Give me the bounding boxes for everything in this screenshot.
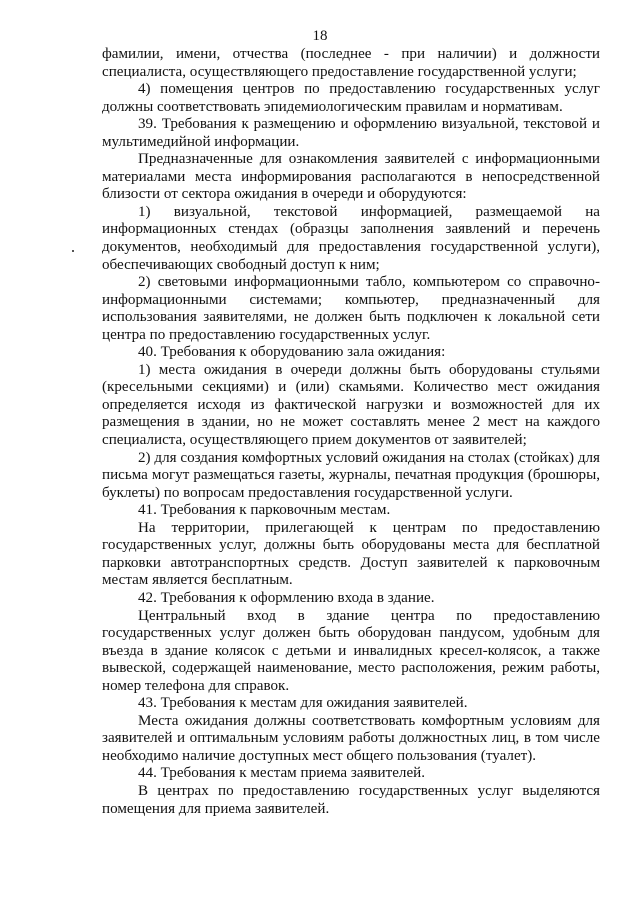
paragraph-parking: На территории, прилегающей к центрам по предоставлению государственных услуг, должны быть оборудованы места для бесплатной парковки автотранспортных средств. Доступ заявителей к парковочным местам является бесплатным. [102, 519, 600, 589]
paragraph-item-2-comfort: 2) для создания комфортных условий ожидания на столах (стойках) для письма могут размещаться газеты, журналы, печатная продукция (брошюры, буклеты) по вопросам предоставления государственной услуги. [102, 449, 600, 501]
paragraph-item-1-visual-info: 1) визуальной, текстовой информацией, размещаемой на информационных стендах (образцы заполнения заявлений и перечень документов, необходимый для предоставления государственной услуги), обеспечивающих свободный доступ к ним; [102, 203, 600, 273]
paragraph-section-43-heading: 43. Требования к местам для ожидания заявителей. [138, 695, 468, 712]
paragraph-item-4-premises: 4) помещения центров по предоставлению государственных услуг должны соответствовать эпидемиологическим правилам и нормативам. [102, 81, 600, 115]
paragraph-section-44-heading: 44. Требования к местам приема заявителей. [138, 765, 426, 782]
paragraph-entrance: Центральный вход в здание центра по предоставлению государственных услуг должен быть оборудован пандусом, удобным для въезда в здание колясок с детьми и инвалидных кресел-колясок, а также вывеской, содержащей наименование, место расположения, режим работы, номер телефона для справок. [102, 607, 600, 694]
paragraph-reception-rooms: В центрах по предоставлению государственных услуг выделяются помещения для приема заявителей. [102, 782, 600, 817]
paragraph-information-places: Предназначенные для ознакомления заявителей с информационными материалами места информирования располагаются в непосредственной близости от сектора ожидания в очереди и оборудуются: [102, 151, 600, 203]
page-number: 18 [312, 28, 328, 44]
paragraph-item-1-waiting-seats: 1) места ожидания в очереди должны быть оборудованы стульями (кресельными секциями) и (или) скамьями. Количество мест ожидания определяется исходя из фактической нагрузки и возможностей для их размещения в здании, но не может составлять менее 2 мест на каждого специалиста, осуществляющего прием документов от заявителей; [102, 361, 600, 449]
paragraph-section-39-heading: 39. Требования к размещению и оформлению визуальной, текстовой и мультимедийной информации. [102, 116, 600, 150]
paragraph-section-41-heading: 41. Требования к парковочным местам. [138, 502, 391, 519]
paragraph-continuation: фамилии, имени, отчества (последнее - при наличии) и должности специалиста, осуществляющего предоставление государственной услуги; [102, 46, 600, 80]
paragraph-item-2-light-boards: 2) световыми информационными табло, компьютером со справочно-информационными системами; компьютер, предназначенный для использования заявителями, не должен быть подключен к локальной сети центра по предоставлению государственных услуг. [102, 274, 600, 343]
paragraph-waiting-places: Места ожидания должны соответствовать комфортным условиям для заявителей и оптимальным условиям работы должностных лиц, в том числе необходимо наличие доступных мест общего пользования (туалет). [102, 712, 600, 764]
paragraph-section-42-heading: 42. Требования к оформлению входа в здание. [138, 589, 435, 606]
body-text [102, 46, 600, 818]
margin-mark [72, 250, 74, 252]
paragraph-section-40-heading: 40. Требования к оборудованию зала ожидания: [138, 344, 446, 361]
